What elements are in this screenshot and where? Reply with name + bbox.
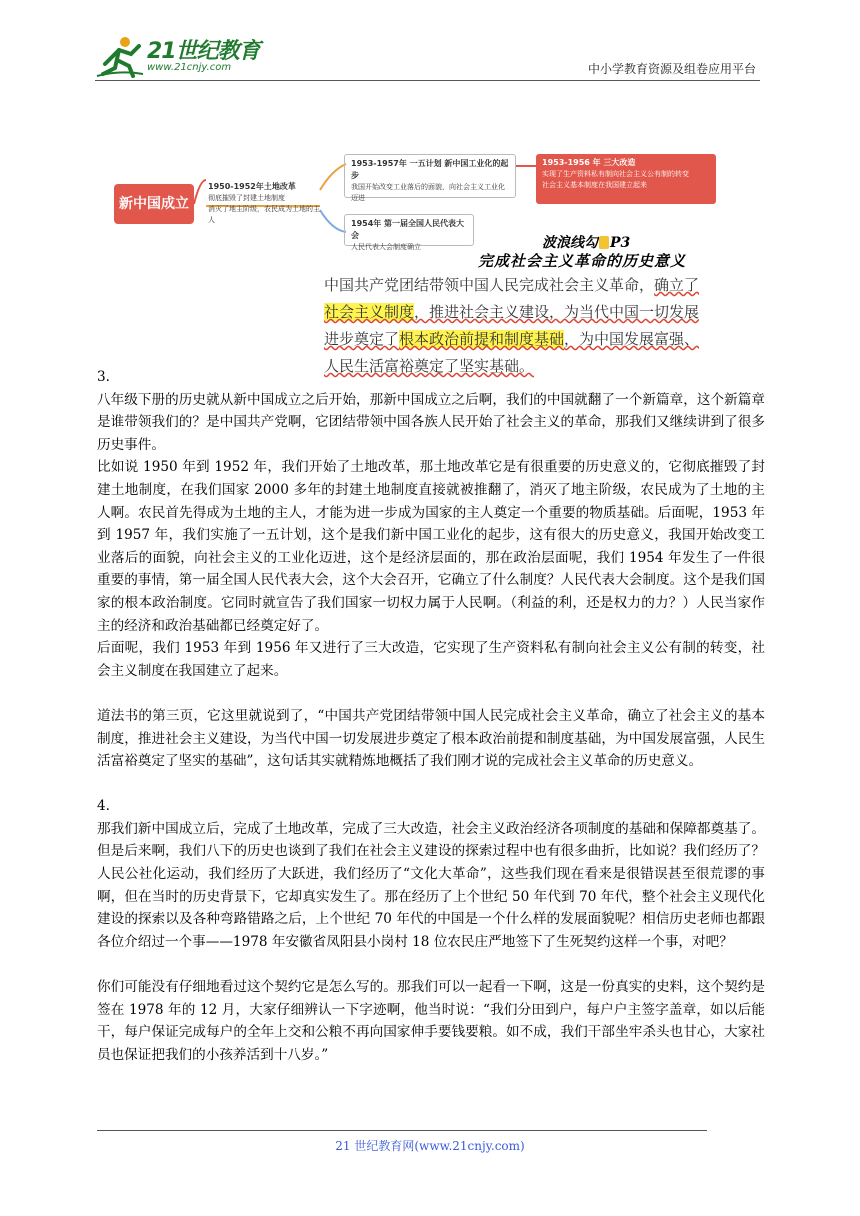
page-header: [95, 30, 760, 81]
runner-icon: [95, 34, 145, 78]
mindmap-node-five-year-plan: 1953-1957年 一五计划 新中国工业化的起步 我国开始改变工业落后的面貌，向社会主义工业化迈进: [344, 154, 516, 198]
excerpt-heading: 完成社会主义革命的历史意义: [478, 252, 687, 270]
section-number-3: 3.: [97, 369, 110, 385]
logo-text: 21世纪教育: [147, 39, 260, 64]
footer-link[interactable]: 21 世纪教育网(www.21cnjy.com): [335, 1139, 525, 1153]
mindmap-node-npc: 1954年 第一届全国人民代表大会 人民代表大会制度确立: [344, 214, 474, 246]
header-platform-name: 中小学教育资源及组卷应用平台: [587, 62, 756, 76]
paragraph: 你们可能没有仔细地看过这个契约它是怎么写的。那我们可以一起看一下啊，这是一份真实的史料，这个契约是签在 1978 年的 12 月，大家仔细辨认一下字迹啊，他当时说：“我们分田到户，每户户主签字盖章，如以后能干，每户保证完成每户的全年上交和公粮不再向国家伸手要钱要粮。如不成，我们干部坐牢杀头也甘心，大家社员也保证把我们的小孩养活到十八岁。”: [97, 979, 765, 1063]
highlight-mark-icon: [599, 236, 609, 249]
main-content: [97, 366, 765, 1066]
mindmap-node-land-reform: 1950-1952年土地改革 彻底摧毁了封建土地制度 消灭了地主阶级，农民成为土地的主人: [208, 182, 320, 224]
mindmap-node-three-transformations: 1953-1956 年 三大改造 实现了生产资料私有制向社会主义公有制的转变 社会主义基本制度在我国建立起来: [536, 154, 716, 204]
excerpt-body: 中国共产党团结带领中国人民完成社会主义革命，确立了社会主义制度，推进社会主义建设，为当代中国一切发展进步奠定了根本政治前提和制度基础，为中国发展富强、人民生活富裕奠定了坚实基础。: [324, 276, 700, 375]
paragraph: 道法书的第三页，它这里就说到了，“中国共产党团结带领中国人民完成社会主义革命，确立了社会主义的基本制度，推进社会主义建设，为当代中国一切发展进步奠定了根本政治前提和制度基础，为中国发展富强，人民生活富裕奠定了坚实的基础”，这句话其实就精炼地概括了我们刚才说的完成社会主义革命的历史意义。: [97, 707, 765, 770]
logo-url: www.21cnjy.com: [147, 62, 232, 73]
excerpt-note: 波浪线勾 P3: [542, 235, 631, 251]
footer-divider: [97, 1130, 707, 1131]
textbook-excerpt: [318, 228, 718, 375]
paragraph: 八年级下册的历史就从新中国成立之后开始，那新中国成立之后啊，我们的中国就翻了一个新篇章，这个新篇章是谁带领我们的？是中国共产党啊，它团结带领中国各族人民开始了社会主义的革命，那我们又继续讲到了很多历史事件。: [97, 391, 765, 453]
paragraph: 那我们新中国成立后，完成了土地改革，完成了三大改造，社会主义政治经济各项制度的基础和保障都奠基了。但是后来啊，我们八下的历史也谈到了我们在社会主义建设的探索过程中也有很多曲折，比如说？我们经历了？人民公社化运动，我们经历了大跃进，我们经历了“文化大革命”，这些我们现在看来是很错误甚至很荒谬的事啊，但在当时的历史背景下，它却真实发生了。那在经历了上个世纪 50 年代到 70 年代，整个社会主义现代化建设的探索以及各种弯路错路之后，上个世纪 70 年代的中国是一个什么样的发展面貌呢？相信历史老师也都跟各位介绍过一个事——1978 年安徽省凤阳县小岗村 18 位农民庄严地签下了生死契约这样一个事，对吧？: [97, 820, 765, 950]
mindmap-root-node: 新中国成立: [114, 184, 194, 224]
site-logo[interactable]: [95, 34, 295, 78]
paragraph: 后面呢，我们 1953 年到 1956 年又进行了三大改造，它实现了生产资料私有制向社会主义公有制的转变，社会主义制度在我国建立了起来。: [97, 640, 765, 679]
paragraph: 比如说 1950 年到 1952 年，我们开始了土地改革，那土地改革它是有很重要的历史意义的，它彻底摧毁了封建土地制度，在我们国家 2000 多年的封建土地制度直接就被推翻了，消灭了地主阶级，农民成为了土地的主人啊。农民首先得成为土地的主人，才能为进一步成为国家的主人奠定一个重要的物质基础。后面呢，1953 年到 1957 年，我们实施了一五计划，这个是我们新中国工业化的起步，这有很大的历史意义，我国开始改变工业落后的面貌，向社会主义的工业化迈进，这个是经济层面的，那在政治层面呢，我们 1954 年发生了一件很重要的事情，第一届全国人民代表大会，这个大会召开，它确立了什么制度？人民代表大会制度。这个是我们国家的根本政治制度。它同时就宣告了我们国家一切权力属于人民啊。（利益的利，还是权力的力？）人民当家作主的经济和政治基础都已经奠定好了。: [97, 459, 765, 634]
section-number-4: 4.: [97, 798, 110, 815]
